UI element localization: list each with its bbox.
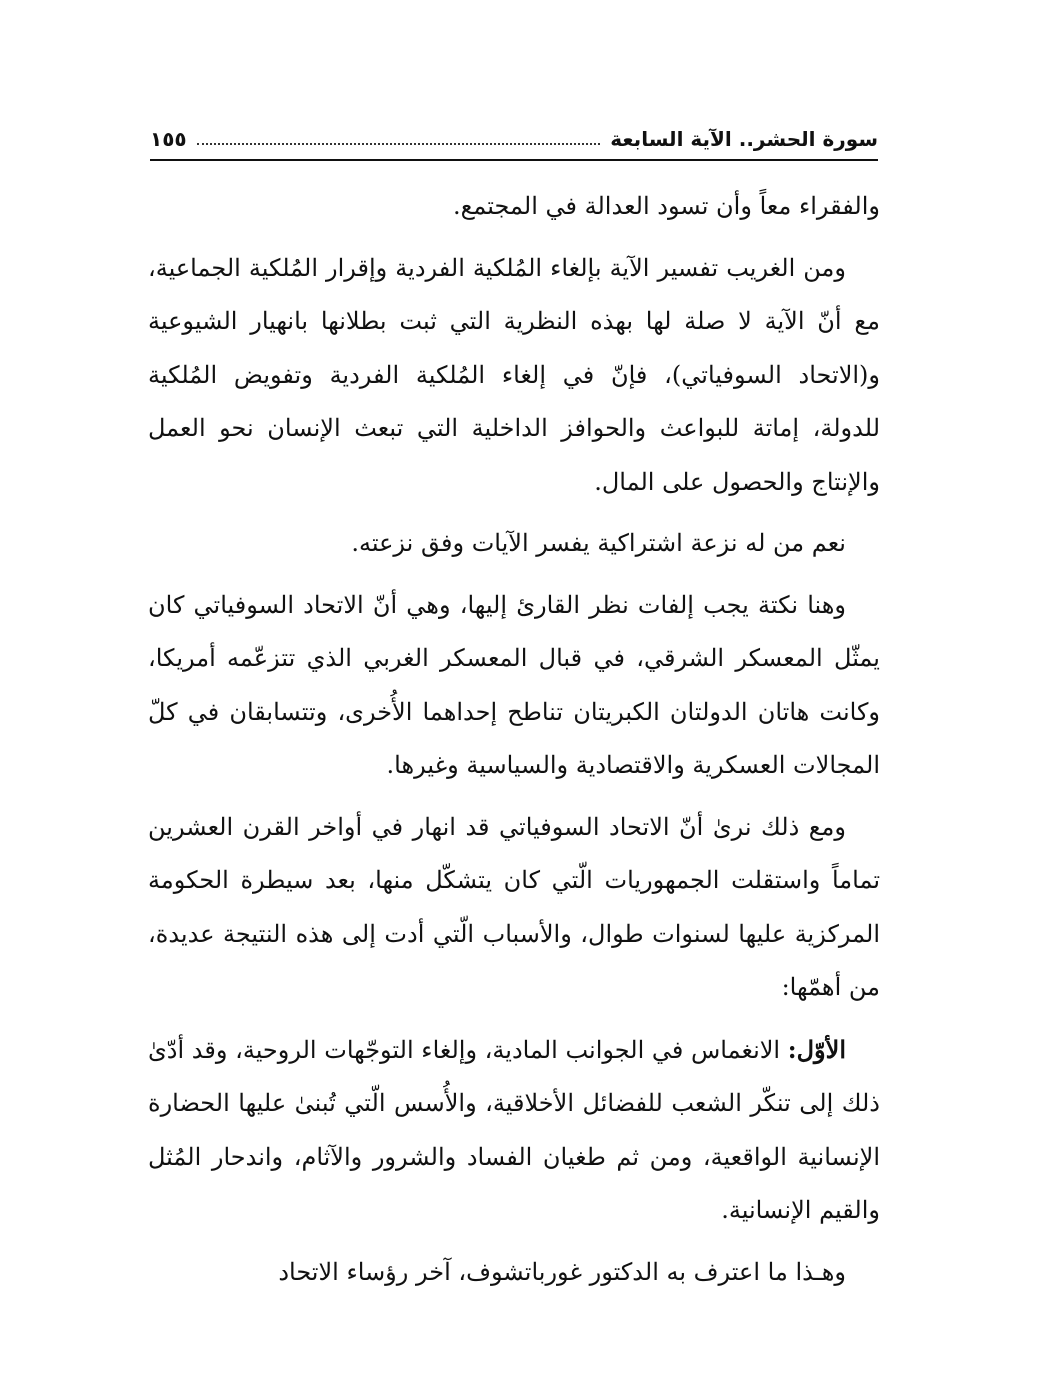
paragraph-6-text: الانغماس في الجوانب المادية، وإلغاء التوجّهات الروحية، وقد أدّىٰ ذلك إلى تنكّر الشعب للفضائل الأخلاقية، والأُسس الّتي تُبنىٰ عليها الحضارة الإنسانية الواقعية، ومن ثم طغيان الفساد والشرور والآثام، واندحار المُثل والقيم الإنسانية.: [148, 1035, 880, 1224]
paragraph-3: نعم من له نزعة اشتراكية يفسر الآيات وفق نزعته.: [351, 529, 846, 557]
header-rule: [150, 159, 878, 161]
paragraph-6: [148, 1023, 880, 1238]
paragraph-5: ومع ذلك نرىٰ أنّ الاتحاد السوفياتي قد انهار في أواخر القرن العشرين تماماً واستقلت الجمهوريات الّتي كان يتشكّل منها، بعد سيطرة الحكومة المركزية عليها لسنوات طوال، والأسباب الّتي أدت إلى هذه النتيجة عديدة، من أهمّها:: [148, 812, 880, 1001]
paragraph-1: والفقراء معاً وأن تسود العدالة في المجتمع.: [453, 192, 880, 220]
running-header: [150, 113, 878, 153]
paragraph-7: وهـذا ما اعترف به الدكتور غورباتشوف، آخر رؤساء الاتحاد: [278, 1257, 846, 1286]
paragraph-2: ومن الغريب تفسير الآية بإلغاء المُلكية الفردية وإقرار المُلكية الجماعية، مع أنّ الآية لا صلة لها بهذه النظرية التي ثبت بطلانها بانهيار الشيوعية و(الاتحاد السوفياتي)، فإنّ في إلغاء المُلكية الفردية وتفويض المُلكية للدولة، إماتة للبواعث والحوافز الداخلية التي تبعث الإنسان نحو العمل والإنتاج والحصول على المال.: [148, 253, 880, 496]
paragraph-4: وهنا نكتة يجب إلفات نظر القارئ إليها، وهي أنّ الاتحاد السوفياتي كان يمثّل المعسكر الشرقي، في قبال المعسكر الغربي الذي تتزعّمه أمريكا، وكانت هاتان الدولتان الكبريتان تناطح إحداهما الأُخرى، وتتسابقان في كلّ المجالات العسكرية والاقتصادية والسياسية وغيرها.: [148, 590, 880, 779]
page-number: ١٥٥: [150, 127, 187, 151]
chapter-title: سورة الحشر.. الآية السابعة: [610, 127, 878, 151]
paragraph-6-lead: الأوّل:: [787, 1034, 846, 1064]
leader-dots: [197, 142, 601, 145]
body-text: [148, 180, 880, 1307]
